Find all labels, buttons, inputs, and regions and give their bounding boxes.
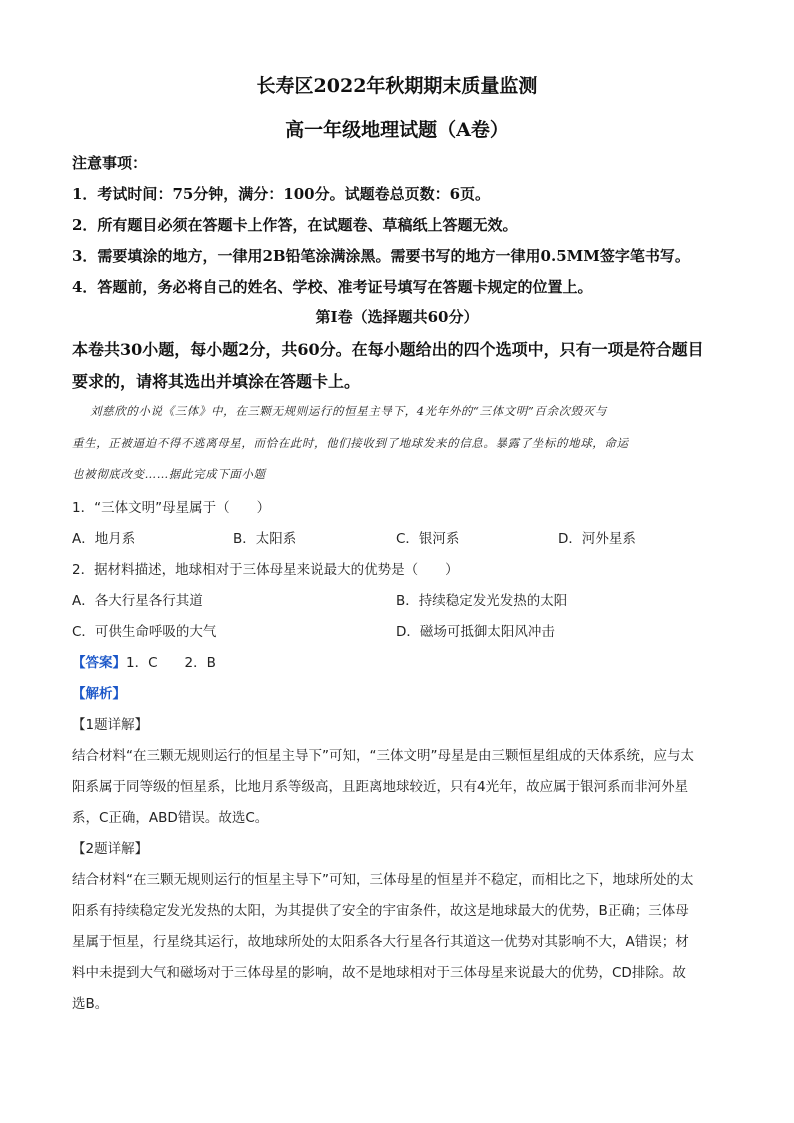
question-2-option-b: B．持续稳定发光发热的太阳 <box>396 593 568 609</box>
question-1-option-b: B．太阳系 <box>233 531 297 547</box>
detail-2-line-2: 阳系有持续稳定发光发热的太阳，为其提供了安全的宇宙条件，故这是地球最大的优势，B正确；三体母 <box>72 903 689 919</box>
detail-1-line-1: 结合材料“在三颗无规则运行的恒星主导下”可知，“三体文明”母星是由三颗恒星组成的天体系统，应与太 <box>72 748 694 764</box>
notes-heading: 注意事项： <box>72 154 148 172</box>
section-intro-line-1: 本卷共30小题，每小题2分，共60分。在每小题给出的四个选项中，只有一项是符合题目 <box>72 340 704 359</box>
question-1-stem: 1．“三体文明”母星属于（ ） <box>72 500 271 516</box>
passage-line-1: 刘慈欣的小说《三体》中，在三颗无规则运行的恒星主导下，4光年外的“三体文明”百余次毁灭与 <box>90 404 607 418</box>
exam-title: 长寿区2022年秋期期末质量监测 <box>256 75 538 97</box>
answer-value: 1．C 2．B <box>126 655 216 671</box>
analysis-label: 【解析】 <box>72 686 126 702</box>
detail-2-label: 【2题详解】 <box>72 841 149 857</box>
question-2-option-c: C．可供生命呼吸的大气 <box>72 624 217 640</box>
question-1-option-a: A．地月系 <box>72 531 136 547</box>
detail-2-line-5: 选B。 <box>72 996 109 1012</box>
section-intro-line-2: 要求的，请将其选出并填涂在答题卡上。 <box>72 372 361 391</box>
detail-1-line-2: 阳系属于同等级的恒星系，比地月系等级高，且距离地球较近，只有4光年，故应属于银河系而非河外星 <box>72 779 689 795</box>
detail-2-line-1: 结合材料“在三颗无规则运行的恒星主导下”可知，三体母星的恒星并不稳定，而相比之下，地球所处的太 <box>72 872 694 888</box>
answer-label: 【答案】 <box>72 655 126 671</box>
detail-1-line-3: 系，C正确，ABD错误。故选C。 <box>72 810 269 826</box>
passage-line-3: 也被彻底改变……据此完成下面小题 <box>72 467 266 481</box>
question-2-option-d: D．磁场可抵御太阳风冲击 <box>396 624 555 640</box>
answer-row <box>72 651 216 671</box>
question-2-option-a: A．各大行星各行其道 <box>72 593 203 609</box>
question-1-option-d: D．河外星系 <box>558 531 636 547</box>
section-title: 第Ⅰ卷（选择题共60分） <box>315 308 479 326</box>
exam-subtitle: 高一年级地理试题（A卷） <box>285 119 509 141</box>
question-2-stem: 2．据材料描述，地球相对于三体母星来说最大的优势是（ ） <box>72 562 459 578</box>
detail-1-label: 【1题详解】 <box>72 717 149 733</box>
passage-line-2: 重生，正被逼迫不得不逃离母星，而恰在此时，他们接收到了地球发来的信息。暴露了坐标的地球，命运 <box>72 436 629 450</box>
analysis-row <box>72 682 126 702</box>
detail-2-line-3: 星属于恒星，行星绕其运行，故地球所处的太阳系各大行星各行其道这一优势对其影响不大，A错误；材 <box>72 934 689 950</box>
notes-item-4: 4．答题前，务必将自己的姓名、学校、准考证号填写在答题卡规定的位置上。 <box>72 278 593 296</box>
notes-item-3: 3．需要填涂的地方，一律用2B铅笔涂满涂黑。需要书写的地方一律用0.5MM签字笔书写。 <box>72 247 690 265</box>
notes-item-1: 1．考试时间：75分钟，满分：100分。试题卷总页数：6页。 <box>72 185 491 203</box>
question-1-option-c: C．银河系 <box>396 531 460 547</box>
detail-2-line-4: 料中未提到大气和磁场对于三体母星的影响，故不是地球相对于三体母星来说最大的优势，CD排除。故 <box>72 965 686 981</box>
notes-item-2: 2．所有题目必须在答题卡上作答，在试题卷、草稿纸上答题无效。 <box>72 216 518 234</box>
